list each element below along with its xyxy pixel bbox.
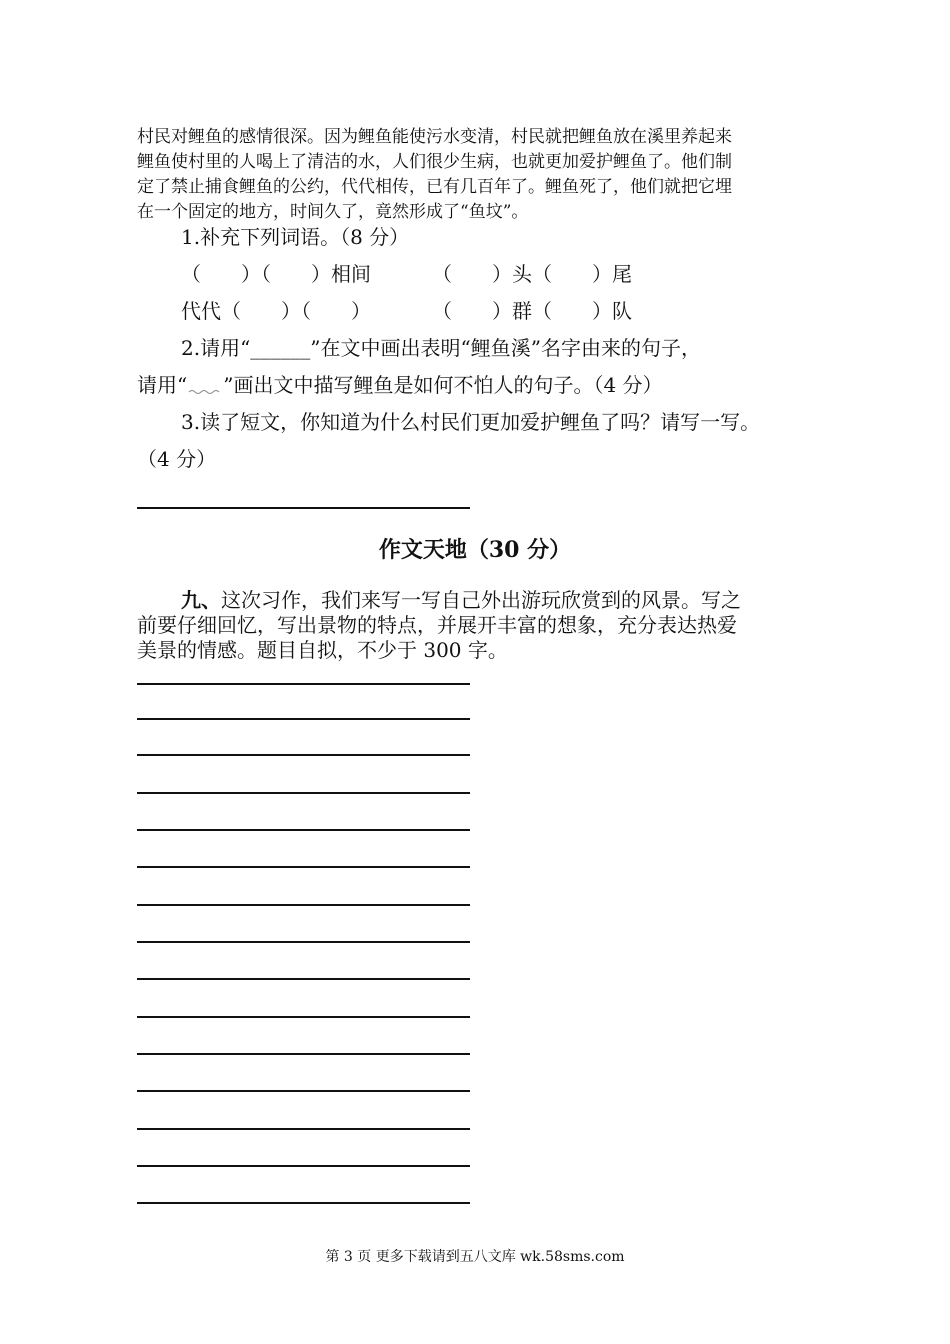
writing-line[interactable] [137,904,470,906]
answer-line[interactable] [137,507,470,509]
composition-line-1 [181,587,741,613]
q1-row2-right: （ ）群（ ）队 [432,299,632,323]
writing-line[interactable] [137,1016,470,1018]
writing-line[interactable] [137,1128,470,1130]
q2-line-2-end: ”画出文中描写鲤鱼是如何不怕人的句子。（4 分） [223,373,663,397]
q3-line-1: 3.读了短文，你知道为什么村民们更加爱护鲤鱼了吗？请写一写。 [181,410,761,434]
passage-line-3: 定了禁止捕食鲤鱼的公约，代代相传，已有几百年了。鲤鱼死了，他们就把它埋 [137,177,732,197]
q2-line-1: 2.请用“______”在文中画出表明“鲤鱼溪”名字由来的句子， [181,336,701,360]
q2-line-2-start: 请用“ [137,373,188,397]
passage-line-4: 在一个固定的地方，时间久了，竟然形成了“鱼坟”。 [137,202,529,222]
page-footer: 第 3 页 更多下载请到五八文库 wk.58sms.com [325,1249,625,1265]
composition-line-3: 美景的情感。题目自拟，不少于 300 字。 [137,638,508,662]
writing-line[interactable] [137,1090,470,1092]
q1-row1-left: （ ）（ ）相间 [181,262,371,286]
writing-line[interactable] [137,941,470,943]
q1-row1-right: （ ）头（ ）尾 [432,262,632,286]
writing-line[interactable] [137,866,470,868]
writing-line[interactable] [137,1053,470,1055]
wavy-underline-icon [187,376,223,396]
writing-line[interactable] [137,1202,470,1204]
writing-line[interactable] [137,792,470,794]
writing-line[interactable] [137,1165,470,1167]
writing-line[interactable] [137,683,470,685]
composition-line-1-text: 这次习作，我们来写一写自己外出游玩欣赏到的风景。写之 [221,588,741,612]
writing-line[interactable] [137,754,470,756]
q1-row2-left: 代代（ ）（ ） [181,299,371,323]
q2-line-2 [137,372,663,398]
q1-title: 1.补充下列词语。（8 分） [181,225,410,249]
section-title: 作文天地（30 分） [378,537,572,563]
writing-line[interactable] [137,978,470,980]
writing-line[interactable] [137,718,470,720]
writing-line[interactable] [137,829,470,831]
q3-line-2: （4 分） [137,447,217,471]
composition-label: 九、 [181,588,221,612]
passage-line-2: 鲤鱼使村里的人喝上了清洁的水，人们很少生病，也就更加爱护鲤鱼了。他们制 [137,152,732,172]
composition-line-2: 前要仔细回忆，写出景物的特点，并展开丰富的想象，充分表达热爱 [137,613,737,637]
passage-line-1: 村民对鲤鱼的感情很深。因为鲤鱼能使污水变清，村民就把鲤鱼放在溪里养起来 [137,127,732,147]
